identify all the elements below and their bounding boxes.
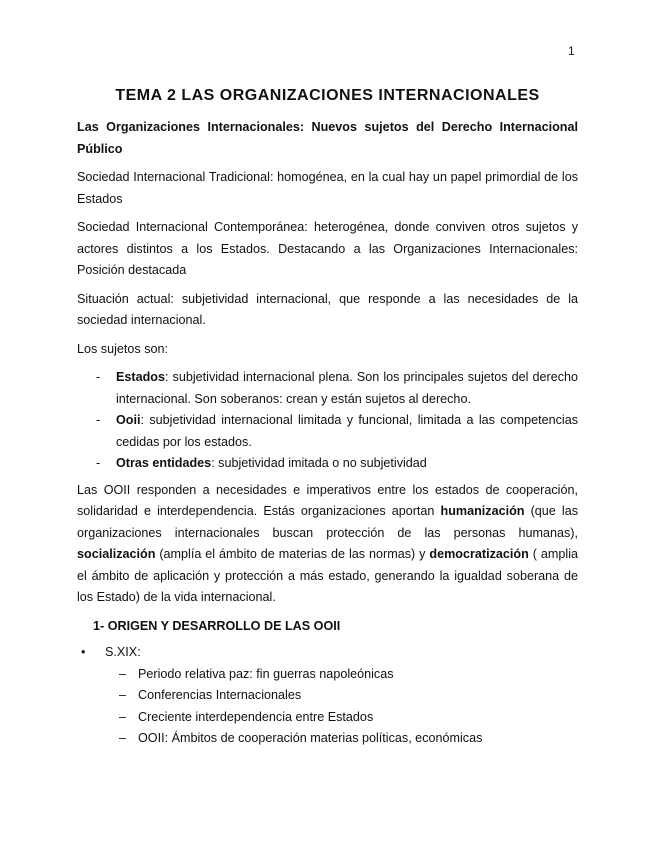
page-number: 1: [568, 44, 575, 58]
dash-marker: -: [96, 456, 101, 470]
term-socializacion: socialización: [77, 547, 156, 561]
list-item: [77, 664, 578, 686]
list-item-text: : subjetividad internacional plena. Son los principales sujetos del derecho internacional. Son soberanos: crean y están sujetos al derecho.: [116, 370, 578, 406]
list-item: [77, 707, 578, 729]
text-segment: Las OOII responden a necesidades e imperativos entre los estados de cooperación, solidaridad e interdependencia. Estás organizaciones aportan: [77, 482, 578, 518]
list-item: [77, 410, 578, 453]
list-item-text: Periodo relativa paz: fin guerras napoleónicas: [138, 666, 394, 681]
list-item-text: : subjetividad imitada o no subjetividad: [211, 456, 427, 470]
bullet-label: S.XIX:: [105, 645, 141, 659]
term-humanizacion: humanización: [440, 504, 525, 518]
section-heading-origin: 1- ORIGEN Y DESARROLLO DE LAS OOII: [93, 618, 341, 633]
document-title: TEMA 2 LAS ORGANIZACIONES INTERNACIONALES: [115, 87, 540, 104]
list-item-term: Otras entidades: [116, 456, 212, 470]
paragraph-traditional-society: Sociedad Internacional Tradicional: homogénea, en la cual hay un papel primordial de los Estados: [77, 170, 578, 206]
list-item-text: Creciente interdependencia entre Estados: [138, 709, 374, 724]
list-item-text: OOII: Ámbitos de cooperación materias políticas, económicas: [138, 731, 483, 745]
list-item-term: Estados: [116, 370, 165, 384]
list-item: [77, 685, 578, 707]
bullet-item: [77, 642, 578, 664]
sub-list: [77, 664, 578, 750]
dash-marker: –: [119, 688, 127, 702]
dash-marker: –: [119, 666, 127, 681]
list-item-text: Conferencias Internacionales: [138, 688, 302, 702]
text-segment: ( amplia el ámbito de aplicación y protección a más estado, generando la igualdad soberana de los Estado) de la vida internacional.: [77, 547, 578, 604]
document-body: [77, 117, 578, 750]
bullet-dot: •: [81, 645, 86, 659]
paragraph-current-situation: Situación actual: subjetividad internacional, que responde a las necesidades de la sociedad internacional.: [77, 291, 578, 327]
list-item: [77, 728, 578, 750]
dash-marker: -: [96, 413, 101, 427]
text-segment: (amplía el ámbito de materias de las normas) y: [155, 547, 430, 561]
list-item-term: Ooii: [116, 413, 141, 427]
subjects-list: [77, 367, 578, 475]
list-item: [77, 367, 578, 410]
text-segment: (que las organizaciones internacionales buscan protección de las personas humanas),: [77, 504, 578, 540]
dash-marker: –: [119, 709, 127, 724]
list-item: [77, 453, 578, 475]
paragraph-contemporary-society: Sociedad Internacional Contemporánea: heterogénea, donde conviven otros sujetos y actores distintos a los Estados. Destacando a las Organizaciones Internacionales: Posición destacada: [77, 220, 578, 277]
dash-marker: -: [96, 370, 101, 384]
dash-marker: –: [119, 731, 127, 745]
term-democratizacion: democratización: [429, 547, 529, 561]
list-item-text: : subjetividad internacional limitada y funcional, limitada a las competencias cedidas por los estados.: [116, 413, 578, 449]
paragraph-ooii-contributions: [77, 480, 578, 609]
paragraph-subjects-intro: Los sujetos son:: [77, 341, 169, 356]
document-subtitle: Las Organizaciones Internacionales: Nuevos sujetos del Derecho Internacional Público: [77, 120, 578, 156]
